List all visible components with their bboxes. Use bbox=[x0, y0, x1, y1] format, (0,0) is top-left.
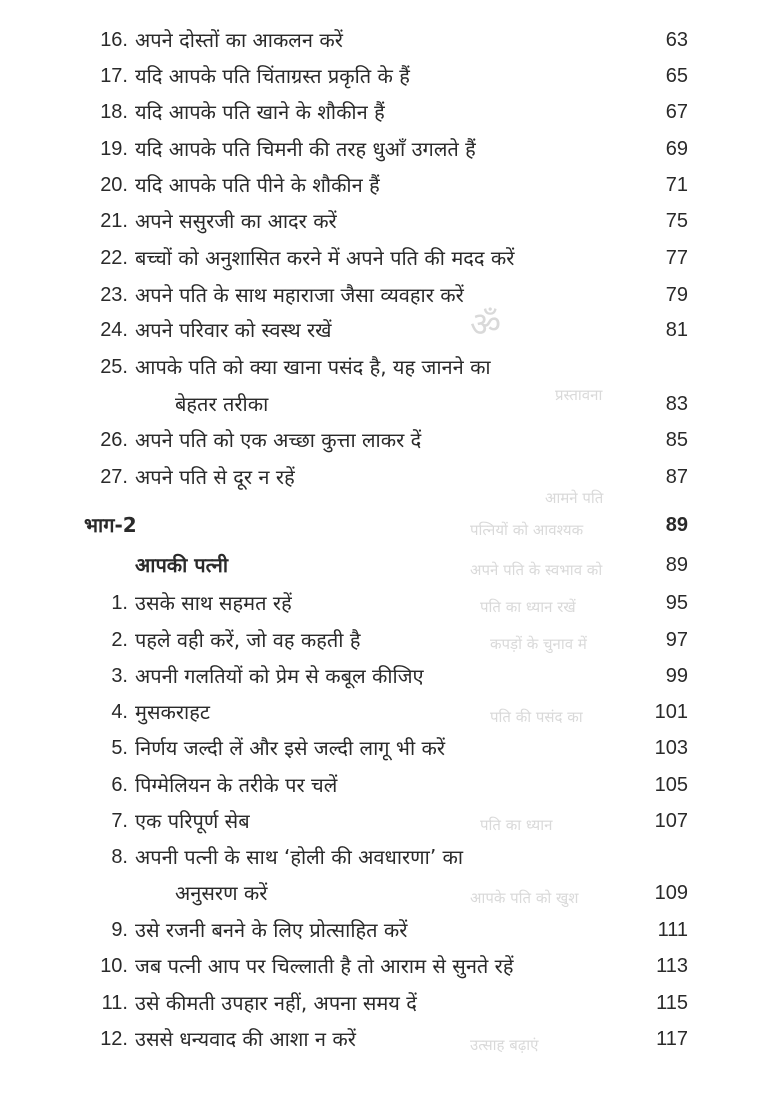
entry-number: 7. bbox=[111, 810, 128, 832]
part-heading: भाग-2 bbox=[84, 513, 137, 537]
entry-page-number: 115 bbox=[656, 992, 688, 1014]
entry-page-number: 81 bbox=[665, 319, 688, 341]
entry-number: 10. bbox=[100, 955, 128, 977]
entry-title: यदि आपके पति खाने के शौकीन हैं bbox=[135, 100, 385, 124]
toc-entry bbox=[0, 203, 780, 239]
entry-title: उससे धन्यवाद की आशा न करें bbox=[135, 1027, 356, 1051]
entry-page-number: 97 bbox=[665, 629, 688, 651]
toc-entry bbox=[0, 349, 780, 385]
entry-page-number: 95 bbox=[665, 592, 688, 614]
toc-entry bbox=[0, 131, 780, 167]
entry-title: आपके पति को क्या खाना पसंद है, यह जानने का bbox=[135, 355, 491, 379]
toc-entry bbox=[0, 839, 780, 875]
toc-entry bbox=[0, 277, 780, 313]
bleed-through-decoration: आमने पति bbox=[545, 489, 604, 507]
toc-entry bbox=[0, 585, 780, 621]
toc-entry bbox=[0, 422, 780, 458]
entry-title: अपने परिवार को स्वस्थ रखें bbox=[135, 318, 332, 342]
bleed-through-decoration: आपके पति को खुश bbox=[470, 889, 579, 907]
toc-entry bbox=[0, 985, 780, 1021]
toc-entry bbox=[0, 1021, 780, 1057]
entry-number: 3. bbox=[111, 665, 128, 687]
toc-entry bbox=[0, 730, 780, 766]
entry-title: अपनी गलतियों को प्रेम से कबूल कीजिए bbox=[135, 664, 424, 688]
entry-page-number: 99 bbox=[665, 665, 688, 687]
entry-number: 6. bbox=[111, 774, 128, 796]
entry-page-number: 67 bbox=[665, 101, 688, 123]
entry-title: उसके साथ सहमत रहें bbox=[135, 591, 292, 615]
bleed-through-decoration: अपने पति के स्वभाव को bbox=[470, 561, 603, 579]
entry-page-number: 105 bbox=[654, 774, 688, 796]
section-heading-row bbox=[0, 547, 780, 583]
entry-page-number: 65 bbox=[665, 65, 688, 87]
toc-entry bbox=[0, 459, 780, 495]
entry-number: 27. bbox=[100, 466, 128, 488]
entry-number: 26. bbox=[100, 429, 128, 451]
entry-number: 16. bbox=[100, 29, 128, 51]
toc-entry bbox=[0, 312, 780, 348]
entry-number: 22. bbox=[100, 247, 128, 269]
part-heading-row bbox=[0, 507, 780, 543]
entry-number: 18. bbox=[100, 101, 128, 123]
entry-title: यदि आपके पति चिंताग्रस्त प्रकृति के हैं bbox=[135, 64, 410, 88]
entry-number: 12. bbox=[100, 1028, 128, 1050]
entry-page-number: 113 bbox=[656, 955, 688, 977]
entry-page-number: 85 bbox=[665, 429, 688, 451]
section-page-number: 89 bbox=[665, 554, 688, 576]
entry-title: अपने पति से दूर न रहें bbox=[135, 465, 295, 489]
toc-entry bbox=[0, 622, 780, 658]
bleed-through-decoration: ॐ bbox=[470, 305, 502, 345]
entry-title: बच्चों को अनुशासित करने में अपने पति की मदद करें bbox=[135, 246, 515, 270]
entry-title: अपने ससुरजी का आदर करें bbox=[135, 209, 337, 233]
entry-page-number: 63 bbox=[665, 29, 688, 51]
entry-page-number: 117 bbox=[656, 1028, 688, 1050]
bleed-through-decoration: पति का ध्यान bbox=[480, 816, 553, 834]
toc-entry bbox=[0, 767, 780, 803]
entry-page-number: 69 bbox=[665, 138, 688, 160]
entry-title: अपने दोस्तों का आकलन करें bbox=[135, 28, 343, 52]
toc-entry bbox=[0, 22, 780, 58]
entry-page-number: 109 bbox=[654, 882, 688, 904]
entry-number: 11. bbox=[101, 992, 128, 1014]
bleed-through-decoration: पत्नियों को आवश्यक bbox=[470, 521, 584, 539]
entry-title: उसे रजनी बनने के लिए प्रोत्साहित करें bbox=[135, 918, 408, 942]
entry-title: निर्णय जल्दी लें और इसे जल्दी लागू भी करें bbox=[135, 736, 446, 760]
entry-title: अपने पति को एक अच्छा कुत्ता लाकर दें bbox=[135, 428, 422, 452]
entry-page-number: 101 bbox=[654, 701, 688, 723]
entry-title: पिग्मेलियन के तरीके पर चलें bbox=[135, 773, 338, 797]
entry-number: 17. bbox=[100, 65, 128, 87]
entry-title-continuation: अनुसरण करें bbox=[175, 881, 268, 905]
entry-number: 19. bbox=[100, 138, 128, 160]
entry-page-number: 87 bbox=[665, 466, 688, 488]
entry-title: एक परिपूर्ण सेब bbox=[135, 809, 250, 833]
entry-page-number: 75 bbox=[665, 210, 688, 232]
entry-page-number: 77 bbox=[665, 247, 688, 269]
bleed-through-decoration: पति की पसंद का bbox=[490, 708, 583, 726]
entry-title: यदि आपके पति पीने के शौकीन हैं bbox=[135, 173, 380, 197]
entry-number: 21. bbox=[100, 210, 128, 232]
entry-title-continuation: बेहतर तरीका bbox=[175, 392, 269, 416]
entry-title: अपने पति के साथ महाराजा जैसा व्यवहार करें bbox=[135, 283, 464, 307]
bleed-through-decoration: कपड़ों के चुनाव में bbox=[490, 635, 587, 653]
entry-number: 8. bbox=[111, 846, 128, 868]
toc-entry-continuation bbox=[0, 386, 780, 422]
toc-entry-continuation bbox=[0, 875, 780, 911]
toc-entry bbox=[0, 167, 780, 203]
entry-number: 4. bbox=[111, 701, 128, 723]
entry-title: जब पत्नी आप पर चिल्लाती है तो आराम से सुनते रहें bbox=[135, 954, 514, 978]
toc-entry bbox=[0, 94, 780, 130]
bleed-through-decoration: उत्साह बढ़ाएं bbox=[470, 1036, 539, 1054]
entry-page-number: 111 bbox=[657, 919, 688, 941]
toc-entry bbox=[0, 694, 780, 730]
part-page-number: 89 bbox=[665, 514, 688, 536]
toc-entry bbox=[0, 240, 780, 276]
entry-page-number: 107 bbox=[654, 810, 688, 832]
entry-number: 20. bbox=[100, 174, 128, 196]
toc-entry bbox=[0, 912, 780, 948]
toc-entry bbox=[0, 803, 780, 839]
entry-title: यदि आपके पति चिमनी की तरह धुआँ उगलते हैं bbox=[135, 137, 476, 161]
entry-number: 24. bbox=[100, 319, 128, 341]
entry-page-number: 103 bbox=[654, 737, 688, 759]
entry-number: 5. bbox=[111, 737, 128, 759]
entry-number: 2. bbox=[111, 629, 128, 651]
entry-title: मुसकराहट bbox=[135, 700, 210, 724]
entry-page-number: 83 bbox=[665, 393, 688, 415]
entry-page-number: 79 bbox=[665, 284, 688, 306]
bleed-through-decoration: पति का ध्यान रखें bbox=[480, 598, 576, 616]
toc-entry bbox=[0, 948, 780, 984]
entry-number: 23. bbox=[100, 284, 128, 306]
entry-title: उसे कीमती उपहार नहीं, अपना समय दें bbox=[135, 991, 417, 1015]
entry-title: अपनी पत्नी के साथ ‘होली की अवधारणा’ का bbox=[135, 845, 464, 869]
toc-entry bbox=[0, 658, 780, 694]
bleed-through-decoration: प्रस्तावना bbox=[555, 386, 603, 404]
section-heading: आपकी पत्नी bbox=[135, 553, 229, 577]
entry-number: 1. bbox=[111, 592, 128, 614]
toc-entry bbox=[0, 58, 780, 94]
entry-page-number: 71 bbox=[665, 174, 688, 196]
entry-number: 9. bbox=[111, 919, 128, 941]
entry-title: पहले वही करें, जो वह कहती है bbox=[135, 628, 361, 652]
entry-number: 25. bbox=[100, 356, 128, 378]
